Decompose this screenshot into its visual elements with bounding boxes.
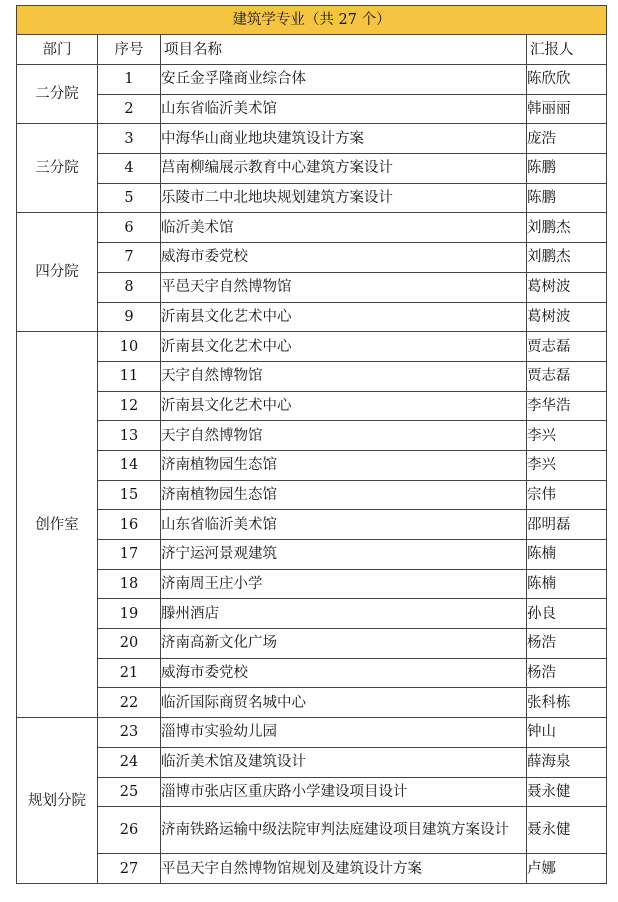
row-number: 17 xyxy=(98,540,161,570)
row-number: 22 xyxy=(98,688,161,718)
table-row xyxy=(17,540,607,570)
table-row xyxy=(17,243,607,273)
table-row xyxy=(17,124,607,154)
table-row xyxy=(17,183,607,213)
project-name: 滕州酒店 xyxy=(161,599,527,629)
row-number: 20 xyxy=(98,629,161,659)
table-row xyxy=(17,65,607,95)
table-title-row xyxy=(17,6,607,35)
reporter: 杨浩 xyxy=(527,658,607,688)
row-number: 15 xyxy=(98,480,161,510)
row-number: 12 xyxy=(98,391,161,421)
row-number: 16 xyxy=(98,510,161,540)
dept-cell: 规划分院 xyxy=(17,718,98,884)
project-table xyxy=(16,5,607,884)
reporter: 薛海泉 xyxy=(527,747,607,777)
reporter: 陈鹏 xyxy=(527,154,607,184)
dept-cell: 三分院 xyxy=(17,124,98,213)
reporter: 张科栋 xyxy=(527,688,607,718)
dept-cell: 四分院 xyxy=(17,213,98,332)
reporter: 陈鹏 xyxy=(527,183,607,213)
table-row xyxy=(17,302,607,332)
table-row xyxy=(17,480,607,510)
row-number: 14 xyxy=(98,450,161,480)
table-row xyxy=(17,213,607,243)
header-no: 序号 xyxy=(98,35,161,65)
reporter: 邵明磊 xyxy=(527,510,607,540)
row-number: 9 xyxy=(98,302,161,332)
row-number: 11 xyxy=(98,361,161,391)
reporter: 李兴 xyxy=(527,421,607,451)
header-dept: 部门 xyxy=(17,35,98,65)
row-number: 21 xyxy=(98,658,161,688)
row-number: 4 xyxy=(98,154,161,184)
project-name: 临沂国际商贸名城中心 xyxy=(161,688,527,718)
row-number: 18 xyxy=(98,569,161,599)
row-number: 23 xyxy=(98,718,161,748)
header-reporter: 汇报人 xyxy=(527,35,607,65)
table-row xyxy=(17,807,607,854)
row-number: 5 xyxy=(98,183,161,213)
project-name: 济南植物园生态馆 xyxy=(161,480,527,510)
header-project-name: 项目名称 xyxy=(161,35,527,65)
row-number: 25 xyxy=(98,777,161,807)
reporter: 聂永健 xyxy=(527,777,607,807)
project-name: 济宁运河景观建筑 xyxy=(161,540,527,570)
table-row xyxy=(17,599,607,629)
row-number: 27 xyxy=(98,854,161,884)
reporter: 陈欣欣 xyxy=(527,65,607,95)
project-name: 济南高新文化广场 xyxy=(161,629,527,659)
project-name: 平邑天宇自然博物馆规划及建筑设计方案 xyxy=(161,854,527,884)
reporter: 宗伟 xyxy=(527,480,607,510)
project-name: 济南铁路运输中级法院审判法庭建设项目建筑方案设计 xyxy=(161,807,527,854)
row-number: 2 xyxy=(98,94,161,124)
project-name: 沂南县文化艺术中心 xyxy=(161,391,527,421)
project-name: 沂南县文化艺术中心 xyxy=(161,302,527,332)
row-number: 10 xyxy=(98,332,161,362)
reporter: 李华浩 xyxy=(527,391,607,421)
row-number: 7 xyxy=(98,243,161,273)
project-name: 乐陵市二中北地块规划建筑方案设计 xyxy=(161,183,527,213)
reporter: 刘鹏杰 xyxy=(527,213,607,243)
reporter: 贾志磊 xyxy=(527,361,607,391)
project-name: 天宇自然博物馆 xyxy=(161,361,527,391)
row-number: 1 xyxy=(98,65,161,95)
row-number: 24 xyxy=(98,747,161,777)
table-row xyxy=(17,94,607,124)
table-title: 建筑学专业（共 27 个） xyxy=(17,6,607,35)
table-row xyxy=(17,658,607,688)
row-number: 6 xyxy=(98,213,161,243)
reporter: 陈楠 xyxy=(527,569,607,599)
reporter: 韩丽丽 xyxy=(527,94,607,124)
table-row xyxy=(17,272,607,302)
row-number: 8 xyxy=(98,272,161,302)
reporter: 聂永健 xyxy=(527,807,607,854)
project-name: 沂南县文化艺术中心 xyxy=(161,332,527,362)
table-row xyxy=(17,361,607,391)
reporter: 贾志磊 xyxy=(527,332,607,362)
reporter: 刘鹏杰 xyxy=(527,243,607,273)
project-name: 山东省临沂美术馆 xyxy=(161,94,527,124)
project-name: 中海华山商业地块建筑设计方案 xyxy=(161,124,527,154)
reporter: 李兴 xyxy=(527,450,607,480)
project-name: 平邑天宇自然博物馆 xyxy=(161,272,527,302)
table-row xyxy=(17,629,607,659)
project-name: 莒南柳编展示教育中心建筑方案设计 xyxy=(161,154,527,184)
table-row xyxy=(17,391,607,421)
table-row xyxy=(17,569,607,599)
dept-cell: 二分院 xyxy=(17,65,98,124)
row-number: 19 xyxy=(98,599,161,629)
table-body xyxy=(17,65,607,884)
project-name: 山东省临沂美术馆 xyxy=(161,510,527,540)
table-row xyxy=(17,854,607,884)
project-name: 威海市委党校 xyxy=(161,658,527,688)
table-row xyxy=(17,421,607,451)
reporter: 卢娜 xyxy=(527,854,607,884)
reporter: 钟山 xyxy=(527,718,607,748)
table-row xyxy=(17,777,607,807)
reporter: 陈楠 xyxy=(527,540,607,570)
table-row xyxy=(17,154,607,184)
row-number: 13 xyxy=(98,421,161,451)
project-name: 济南植物园生态馆 xyxy=(161,450,527,480)
project-name: 天宇自然博物馆 xyxy=(161,421,527,451)
dept-cell: 创作室 xyxy=(17,332,98,718)
project-name: 淄博市张店区重庆路小学建设项目设计 xyxy=(161,777,527,807)
project-name: 威海市委党校 xyxy=(161,243,527,273)
reporter: 杨浩 xyxy=(527,629,607,659)
project-name: 济南周王庄小学 xyxy=(161,569,527,599)
header-row xyxy=(17,35,607,65)
table-row xyxy=(17,450,607,480)
project-name: 临沂美术馆 xyxy=(161,213,527,243)
reporter: 葛树波 xyxy=(527,302,607,332)
reporter: 孙良 xyxy=(527,599,607,629)
table-row xyxy=(17,747,607,777)
table-row xyxy=(17,510,607,540)
row-number: 3 xyxy=(98,124,161,154)
project-name: 安丘金孚隆商业综合体 xyxy=(161,65,527,95)
reporter: 葛树波 xyxy=(527,272,607,302)
table-row xyxy=(17,688,607,718)
project-name: 临沂美术馆及建筑设计 xyxy=(161,747,527,777)
project-name: 淄博市实验幼儿园 xyxy=(161,718,527,748)
reporter: 庞浩 xyxy=(527,124,607,154)
row-number: 26 xyxy=(98,807,161,854)
table-row xyxy=(17,718,607,748)
table-row xyxy=(17,332,607,362)
